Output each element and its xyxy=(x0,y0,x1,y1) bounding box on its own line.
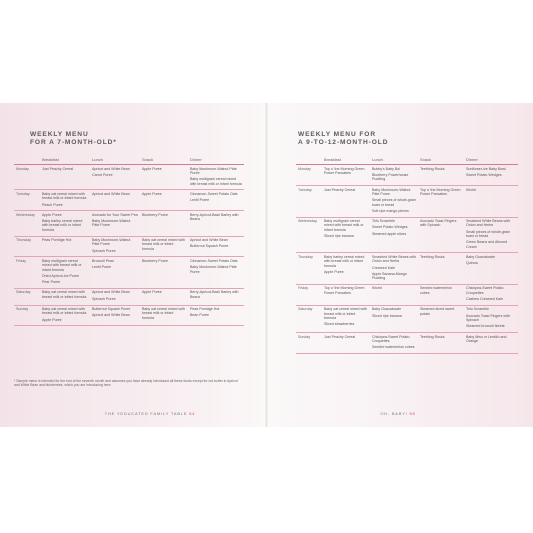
meal-item: Berry-Apricot-Basil Barley with Beans xyxy=(190,212,239,222)
meal-cell xyxy=(370,333,418,354)
meal-item: Carrot Puree xyxy=(92,173,113,178)
right-folio xyxy=(328,411,468,416)
meal-cell xyxy=(464,333,518,354)
day-label: Thursday xyxy=(296,253,322,284)
meal-item: Lentil Puree xyxy=(190,198,210,203)
meal-item: Baby Mushroom-Walnut Pâté Puree xyxy=(92,238,131,247)
meal-cell xyxy=(370,305,418,332)
table-row xyxy=(14,305,244,326)
meal-item: Avocado Toast Fingers with Spinach xyxy=(466,313,510,322)
day-label: Monday xyxy=(296,165,322,186)
meal-item: Baby Mushroom-Walnut Pâté Puree xyxy=(92,219,131,228)
table-row xyxy=(296,165,518,186)
meal-cell xyxy=(464,217,518,253)
meal-item: Cinnamon-Sweet Potato Oats xyxy=(190,258,238,263)
right-title-line2: A 9-TO-12-MONTH-OLD xyxy=(298,138,389,146)
meal-cell xyxy=(370,217,418,253)
meal-item: Top o' the Morning Green Power Pancakes xyxy=(324,166,365,176)
meal-item: Soft ripe mango pieces xyxy=(372,208,409,213)
column-header xyxy=(14,157,40,165)
meal-cell xyxy=(464,186,518,217)
meal-cell xyxy=(140,305,188,326)
table-row xyxy=(296,217,518,253)
meal-item: Apricot and White Bean xyxy=(190,238,228,243)
meal-cell xyxy=(464,165,518,186)
meal-item: Tofu Scramble xyxy=(466,307,489,312)
meal-item: Steamed diced sweet potato xyxy=(420,307,455,316)
meal-cell xyxy=(322,217,370,253)
meal-item: Kitchri xyxy=(372,286,382,291)
meal-cell xyxy=(140,257,188,288)
meal-cell xyxy=(90,190,140,211)
meal-cell xyxy=(322,333,370,354)
meal-cell xyxy=(322,165,370,186)
meal-item: Pear Puree xyxy=(42,280,61,285)
meal-item: Spinach Puree xyxy=(92,296,116,301)
meal-cell xyxy=(418,333,464,354)
meal-item: Kitchri xyxy=(466,187,476,192)
meal-cell xyxy=(90,165,140,190)
meal-cell xyxy=(322,284,370,305)
meal-cell xyxy=(90,211,140,236)
meal-item: Broccoli Peas xyxy=(92,258,114,263)
meal-item: Lentil Puree xyxy=(92,265,112,270)
left-title-line2: FOR A 7-MONTH-OLD* xyxy=(30,138,117,146)
meal-item: Apple Puree xyxy=(142,166,162,171)
meal-cell xyxy=(90,257,140,288)
day-label: Saturday xyxy=(14,288,40,305)
day-label: Friday xyxy=(296,284,322,305)
meal-cell xyxy=(418,165,464,186)
right-page-number: 55 xyxy=(409,411,416,416)
table-row xyxy=(14,257,244,288)
table-row xyxy=(296,253,518,284)
meal-item: Green Beans and Almond Cream xyxy=(466,240,508,249)
column-header: Breakfast xyxy=(322,157,370,165)
meal-cell xyxy=(140,211,188,236)
meal-cell xyxy=(40,211,90,236)
meal-item: Sliced ripe banana xyxy=(372,313,402,318)
meal-item: Top o' the Morning Green Power Pancakes xyxy=(420,187,461,196)
meal-item: Sweet Potato Wedges xyxy=(466,173,502,178)
meal-item: Spinach Puree xyxy=(92,248,116,253)
meal-item: Dried Apricot-Ice Puree xyxy=(42,273,80,278)
left-folio xyxy=(80,411,220,416)
meal-cell xyxy=(188,165,244,190)
meal-item: Butternut Squash Puree xyxy=(190,244,229,249)
day-label: Friday xyxy=(14,257,40,288)
meal-cell xyxy=(40,165,90,190)
meal-item: Peas Porridge Hot xyxy=(190,307,220,312)
meal-cell xyxy=(322,253,370,284)
meal-item: Quinoa xyxy=(466,261,478,266)
meal-cell xyxy=(418,253,464,284)
meal-item: Apricot and White Bean xyxy=(92,313,130,318)
meal-item: Apple Banana-Mango Pudding xyxy=(372,271,407,281)
book-spread xyxy=(0,103,533,427)
table-row xyxy=(296,333,518,354)
column-header: Snack xyxy=(140,157,188,165)
day-label: Wednesday xyxy=(296,217,322,253)
day-label: Wednesday xyxy=(14,211,40,236)
left-title-line1: WEEKLY MENU xyxy=(30,131,89,138)
left-folio-text: THE YEDUCATED FAMILY TABLE xyxy=(104,411,188,416)
day-label: Saturday xyxy=(296,305,322,332)
meal-item: Creamed Kale xyxy=(372,265,395,270)
meal-item: Baby barley cereal mixed with breast milk or infant formula xyxy=(324,254,365,268)
meal-item: Peach Puree xyxy=(42,202,63,207)
meal-cell xyxy=(40,288,90,305)
meal-item: Baby Mushroom-Walnut Pâté Puree xyxy=(190,166,237,176)
column-header: Dinner xyxy=(188,157,244,165)
meal-item: Teething Rusks xyxy=(420,166,445,171)
meal-item: Baby Guacabowle xyxy=(466,254,496,259)
meal-item: Apple Puree xyxy=(142,191,162,196)
meal-item: Baby Guacabowle xyxy=(372,307,402,312)
meal-cell xyxy=(140,236,188,257)
meal-item: Just Peachy Cereal xyxy=(324,334,356,339)
meal-item: Blueberry Puree xyxy=(142,212,168,217)
meal-item: Baby multigrain cereal mixed with breast milk or infant formula xyxy=(324,219,364,232)
table-row xyxy=(14,190,244,211)
meal-item: Blueberry Puree xyxy=(142,258,168,263)
meal-item: Small pieces of whole-grain toast or bread xyxy=(466,229,510,239)
meal-item: Butternut Squash Puree xyxy=(92,307,131,312)
meal-item: Baby oat cereal mixed with breast milk or infant formula xyxy=(42,290,87,299)
meal-item: Steamed apple slices xyxy=(372,231,407,236)
meal-item: Avocado for Your Sweet Pea xyxy=(92,212,138,217)
meal-item: Baby oat cereal mixed with breast milk or infant formula xyxy=(42,307,87,316)
meal-item: Sliced strawberries xyxy=(324,322,355,327)
meal-cell xyxy=(40,305,90,326)
meal-item: Baby oat cereal mixed with breast milk or infant formula xyxy=(42,191,87,201)
meal-item: Baby Mushroom-Walnut Pâté Puree xyxy=(372,187,411,196)
day-label: Tuesday xyxy=(296,186,322,217)
table-row xyxy=(14,211,244,236)
meal-cell xyxy=(322,186,370,217)
meal-cell xyxy=(188,305,244,326)
column-header: Snack xyxy=(418,157,464,165)
meal-cell xyxy=(464,305,518,332)
meal-cell xyxy=(140,288,188,305)
left-footnote: * Sample menu is intended for the end of the seventh month and assumes you have already introduced all these foods except for nut butter in Apricot and White Bean and blueberries, which you are introducing here. xyxy=(14,379,238,388)
column-header: Dinner xyxy=(464,157,518,165)
day-label: Thursday xyxy=(14,236,40,257)
meal-cell xyxy=(140,165,188,190)
right-page xyxy=(268,103,533,427)
meal-item: Small pieces of whole-grain toast or bread xyxy=(372,198,416,207)
meal-item: Apricot and White Bean xyxy=(92,166,130,171)
meal-item: Seeded watermelon cubes xyxy=(420,286,452,295)
meal-item: Seeded watermelon cubes xyxy=(372,345,415,350)
meal-cell xyxy=(40,236,90,257)
column-header: Lunch xyxy=(370,157,418,165)
meal-item: Top o' the Morning Green Power Pancakes xyxy=(324,286,365,295)
meal-item: Apple Puree xyxy=(142,290,162,295)
meal-cell xyxy=(188,236,244,257)
meal-item: Just Peachy Cereal xyxy=(324,187,356,192)
meal-item: Apricot and White Bean xyxy=(92,191,130,196)
column-header: Breakfast xyxy=(40,157,90,165)
meal-item: Cinnamon-Sweet Potato Oats xyxy=(190,191,238,196)
right-title-line1: WEEKLY MENU FOR xyxy=(298,131,376,138)
meal-item: Teething Rusks xyxy=(420,334,445,339)
meal-item: Avocado Toast Fingers with Spinach xyxy=(420,219,457,228)
column-header xyxy=(296,157,322,165)
left-page-number: 54 xyxy=(189,411,196,416)
meal-item: Steamed broccoli florets xyxy=(466,324,505,329)
meal-cell xyxy=(370,165,418,186)
meal-item: Smashed White Beans with Onion and Herbs xyxy=(466,219,510,228)
day-label: Tuesday xyxy=(14,190,40,211)
meal-cell xyxy=(40,257,90,288)
meal-item: Bubby's Baby Bol xyxy=(372,166,401,171)
meal-item: Berry-Apricot-Basil Barley with Beans xyxy=(190,290,239,299)
meal-cell xyxy=(370,186,418,217)
meal-item: Baby oat cereal mixed with breast milk or infant formula xyxy=(142,238,185,251)
column-header: Lunch xyxy=(90,157,140,165)
table-row xyxy=(296,186,518,217)
meal-item: Blueberry Powerhouse Pudding xyxy=(372,173,409,182)
meal-cell xyxy=(188,190,244,211)
meal-item: Baby Mushroom-Walnut Pâté Puree xyxy=(190,265,237,274)
table-row xyxy=(14,288,244,305)
meal-item: Baby Miso or Lentil/o and Orange xyxy=(466,334,507,343)
table-row xyxy=(296,305,518,332)
left-page xyxy=(0,103,266,427)
right-header-row xyxy=(296,157,518,165)
meal-item: Chickpea-Sweet Potato Croquettes xyxy=(466,286,504,295)
meal-item: Sunflower-ize Baby Bowl xyxy=(466,166,506,171)
right-menu-table xyxy=(296,157,518,354)
meal-item: Peas Porridge Hot xyxy=(42,238,72,243)
meal-cell xyxy=(188,288,244,305)
right-page-title xyxy=(298,131,388,146)
meal-item: Baby multigrain cereal mixed with breast milk or infant formula xyxy=(190,177,242,186)
meal-item: Just Peachy Cereal xyxy=(42,166,74,171)
meal-cell xyxy=(418,186,464,217)
meal-cell xyxy=(370,284,418,305)
meal-cell xyxy=(140,190,188,211)
meal-item: Cashew Creamed Kale xyxy=(466,297,503,302)
day-label: Sunday xyxy=(296,333,322,354)
table-row xyxy=(14,165,244,190)
meal-item: Chickpea-Sweet Potato Croquettes xyxy=(372,334,410,343)
meal-item: Apple Puree xyxy=(324,269,344,274)
left-page-title xyxy=(30,131,117,146)
meal-item: Baby oat cereal mixed with breast milk or infant formula xyxy=(142,307,185,320)
meal-item: Sweet Potato Wedges xyxy=(372,225,408,230)
meal-cell xyxy=(188,257,244,288)
meal-cell xyxy=(90,236,140,257)
meal-cell xyxy=(418,284,464,305)
meal-item: Apple Puree xyxy=(42,212,62,217)
meal-item: Apple Puree xyxy=(42,317,62,322)
meal-item: Bean Puree xyxy=(190,313,209,318)
meal-item: Baby multigrain cereal mixed with breast milk or infant formula xyxy=(42,258,82,272)
meal-cell xyxy=(322,305,370,332)
meal-cell xyxy=(464,284,518,305)
meal-item: Baby barley cereal mixed with breast milk or infant formula xyxy=(42,219,83,232)
table-row xyxy=(296,284,518,305)
day-label: Sunday xyxy=(14,305,40,326)
right-folio-text: OH, BABY! xyxy=(380,411,408,416)
meal-item: Baby oat cereal mixed with breast milk or infant formula xyxy=(324,307,367,320)
meal-item: Tofu Scramble xyxy=(372,219,395,224)
meal-cell xyxy=(418,217,464,253)
table-row xyxy=(14,236,244,257)
meal-cell xyxy=(418,305,464,332)
meal-item: Sliced ripe banana xyxy=(324,234,354,239)
meal-cell xyxy=(90,288,140,305)
meal-item: Teething Rusks xyxy=(420,254,445,259)
meal-cell xyxy=(40,190,90,211)
meal-item: Apricot and White Bean xyxy=(92,290,130,295)
meal-cell xyxy=(188,211,244,236)
meal-cell xyxy=(464,253,518,284)
left-menu-table xyxy=(14,157,244,326)
meal-cell xyxy=(370,253,418,284)
meal-item: Smashed White Beans with Onion and Herbs xyxy=(372,254,416,264)
day-label: Monday xyxy=(14,165,40,190)
meal-cell xyxy=(90,305,140,326)
left-header-row xyxy=(14,157,244,165)
